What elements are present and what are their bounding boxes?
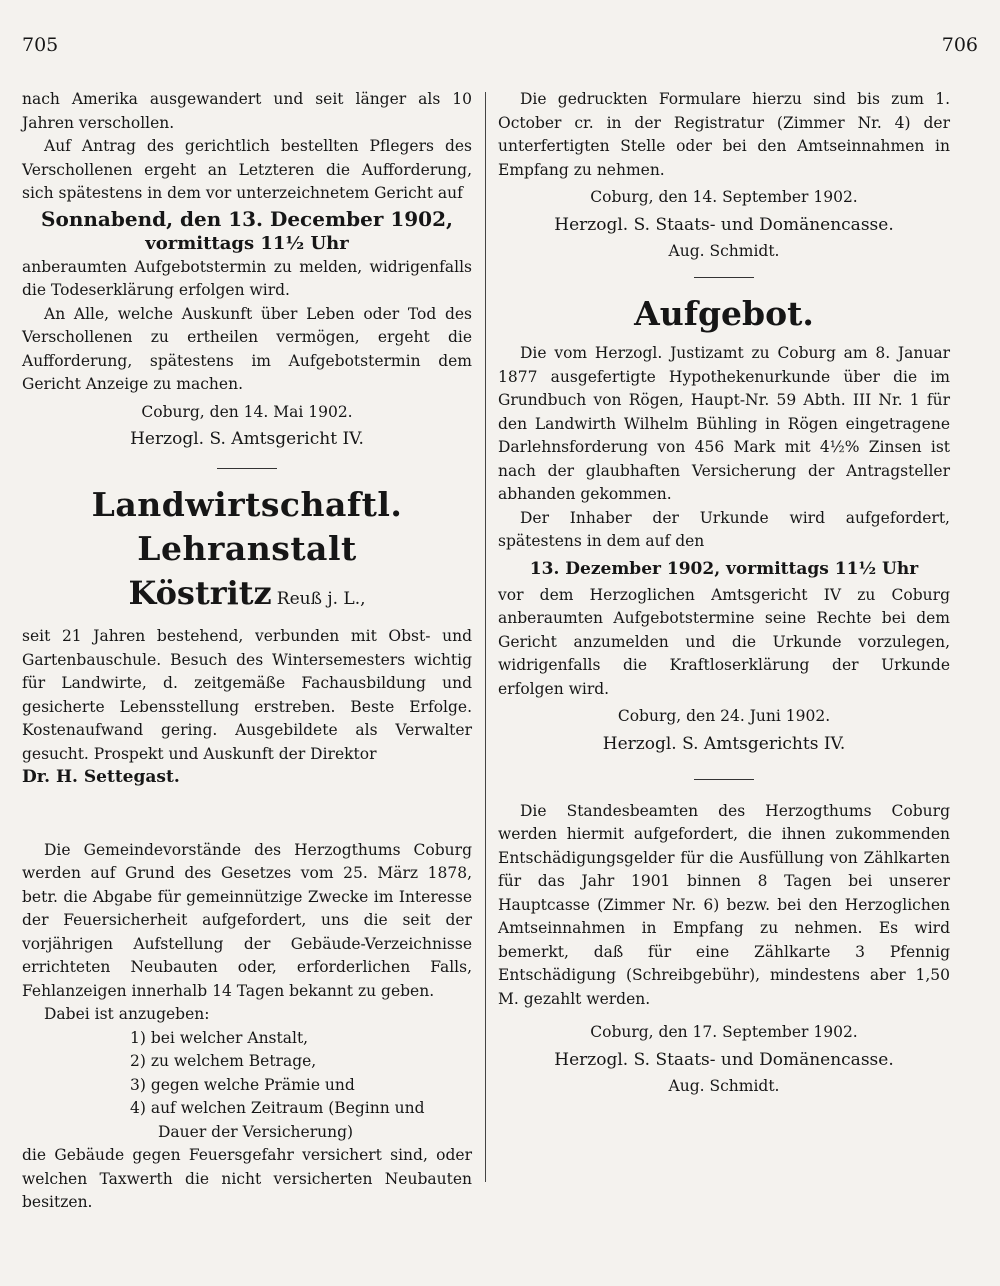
paragraph: Die vom Herzogl. Justizamt zu Coburg am 8. Januar 1877 ausgefertigte Hypothekenurkunde über die im Grundbuch von Rögen, Haupt-Nr. 59 Abth. III Nr. 1 für den Landwirth Wilhelm Bühling in Rögen eingetragene Darlehnsforderung von 456 Mark mit 4½% Zinsen ist nach der glaubhaften Versicherung der Antragsteller abhanden gekommen. [498,344,950,503]
advert-title: Landwirtschaftl. Lehranstalt [91,485,403,568]
office-signature: Herzogl. S. Staats- und Domänencasse. [554,214,894,235]
place-date: Coburg, den 14. September 1902. [590,188,858,206]
right-column [498,88,950,1098]
divider [217,468,277,469]
paragraph: Die Standesbeamten des Herzogthums Coburg werden hiermit aufgefordert, die ihnen zukommenden Entschädigungsgelder für die Ausfüllung von Zählkarten für das Jahr 1901 binnen 8 Tagen bei unserer Hauptcasse (Zimmer Nr. 6) bezw. bei den Herzoglichen Amtseinnahmen in Empfang zu nehmen. Es wird bemerkt, daß für eine Zählkarte 3 Pfennig Entschädigung (Schreibgebühr), mindestens aber 1,50 M. gezahlt werden. [498,801,950,1008]
paragraph: vor dem Herzoglichen Amtsgericht IV zu Coburg anberaumten Aufgebotstermine seine Rechte bei dem Gericht anzumelden und die Urkunde vorzulegen, widrigenfalls die Kraftloserklärung der Urkunde erfolgen wird. [498,585,950,698]
paragraph: An Alle, welche Auskunft über Leben oder Tod des Verschollenen zu ertheilen vermögen, ergeht die Aufforderung, spätestens im Aufgebotstermin dem Gericht Anzeige zu machen. [22,304,472,393]
advert-region: Reuß j. L., [276,589,366,609]
advert-town: Köstritz [128,574,272,612]
left-column [22,88,472,1215]
requirements-list [22,1027,472,1145]
place-date: Coburg, den 14. Mai 1902. [141,402,353,421]
court-signature: Herzogl. S. Amtsgerichts IV. [602,733,846,754]
paragraph: Die Gemeindevorstände des Herzogthums Coburg werden auf Grund des Gesetzes vom 25. März 1878, betr. die Abgabe für gemeinnützige Zwecke im Interesse der Feuersicherheit aufgefordert, uns die seit der vorjährigen Aufstellung der Gebäude-Verzeichnisse errichteten Neubauten oder, erforderlichen Falls, Fehlanzeigen innerhalb 14 Tagen bekannt zu geben. [22,840,472,1000]
hearing-time: vormittags 11½ Uhr [145,232,349,254]
advert-text: seit 21 Jahren bestehend, verbunden mit Obst- und Gartenbauschule. Besuch des Wintersemesters wichtig für Landwirte, d. zeitgemäße Fachausbildung und gesicherte Lebensstellung erstreben. Beste Erfolge. Kostenaufwand gering. Ausgebildete als Verwalter gesucht. Prospekt und Auskunft der Direktor [22,627,472,763]
list-item: Dauer der Versicherung) [158,1122,354,1141]
place-date: Coburg, den 17. September 1902. [590,1023,858,1041]
paragraph: Auf Antrag des gerichtlich bestellten Pflegers des Verschollenen ergeht an Letzteren die Aufforderung, sich spätestens in dem vor unterzeichnetem Gericht auf [22,137,472,202]
office-signature: Herzogl. S. Staats- und Domänencasse. [554,1049,894,1070]
paragraph: die Gebäude gegen Feuersgefahr versichert sind, oder welchen Taxwerth die nicht versicherten Neubauten besitzen. [22,1146,472,1211]
paragraph: anberaumten Aufgebotstermin zu melden, widrigenfalls die Todeserklärung erfolgen wird. [22,257,472,299]
paragraph: nach Amerika ausgewandert und seit länger als 10 Jahren verschollen. [22,90,472,132]
list-item: 1) bei welcher Anstalt, [130,1028,309,1047]
paragraph: Dabei ist anzugeben: [44,1005,210,1023]
divider [694,779,754,780]
paragraph: Die gedruckten Formulare hierzu sind bis zum 1. October cr. in der Registratur (Zimmer Nr. 4) der unterfertigten Stelle oder bei den Amtseinnahmen in Empfang zu nehmen. [498,90,950,179]
paragraph: Der Inhaber der Urkunde wird aufgefordert, spätestens in dem auf den [498,508,950,550]
place-date: Coburg, den 24. Juni 1902. [617,707,831,725]
hearing-date: Sonnabend, den 13. December 1902, [41,206,453,231]
hearing-date: 13. Dezember 1902, vormittags 11½ Uhr [529,558,919,579]
divider [694,277,754,278]
notice-title: Aufgebot. [634,294,814,333]
page-number-right: 706 [941,34,978,56]
advert-location [22,571,472,621]
court-signature: Herzogl. S. Amtsgericht IV. [130,429,364,449]
list-item: 3) gegen welche Prämie und [130,1075,355,1094]
list-item: 4) auf welchen Zeitraum (Beginn und [130,1099,425,1117]
signatory-name: Aug. Schmidt. [668,1076,780,1095]
list-item: 2) zu welchem Betrage, [130,1052,317,1070]
signatory-name: Aug. Schmidt. [668,241,780,260]
advert-director: Dr. H. Settegast. [22,767,180,787]
column-divider [485,92,486,1182]
page-number-left: 705 [22,34,59,56]
